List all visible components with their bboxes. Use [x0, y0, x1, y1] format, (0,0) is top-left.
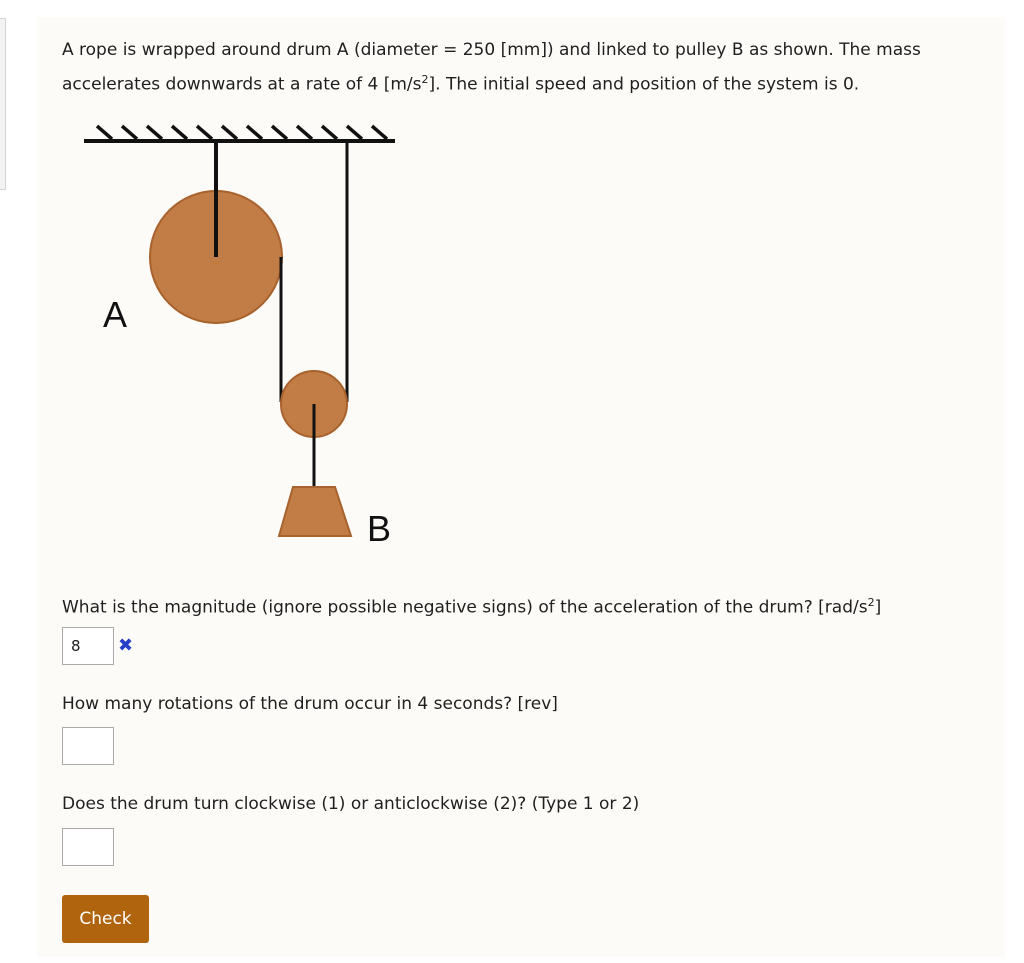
incorrect-x-icon: ✖	[118, 635, 134, 656]
problem-line-1: A rope is wrapped around drum A (diameter = 250 [mm]) and linked to pulley B as shown. The mass	[62, 40, 921, 60]
hanging-mass	[279, 487, 351, 536]
pulley-diagram	[37, 17, 457, 557]
ceiling-support	[84, 126, 395, 141]
label-a: A	[103, 294, 128, 335]
question-3-label: Does the drum turn clockwise (1) or anticlockwise (2)? (Type 1 or 2)	[62, 794, 640, 814]
problem-line-2-pre: accelerates downwards at a rate of 4 [m/s	[62, 74, 422, 95]
question-3-answer-row	[62, 828, 114, 866]
question-3-input[interactable]	[62, 828, 114, 866]
question-2-answer-row	[62, 727, 114, 765]
check-button[interactable]: Check	[62, 895, 149, 943]
left-panel-edge	[0, 18, 6, 190]
question-1-text-end: ]	[874, 597, 882, 618]
question-2-label: How many rotations of the drum occur in 4 seconds? [rev]	[62, 694, 558, 714]
question-2-input[interactable]	[62, 727, 114, 765]
problem-line-2-post: ]. The initial speed and position of the system is 0.	[428, 74, 860, 95]
question-1-answer-row	[62, 627, 133, 665]
question-1-input[interactable]	[62, 627, 114, 665]
question-card	[37, 17, 1005, 957]
label-b: B	[367, 508, 392, 549]
question-1-text: What is the magnitude (ignore possible negative signs) of the acceleration of the drum? [rad/s	[62, 597, 868, 618]
question-1-sup: 2	[867, 596, 875, 609]
question-1-label	[62, 591, 881, 620]
problem-line-2-sup: 2	[421, 73, 429, 86]
